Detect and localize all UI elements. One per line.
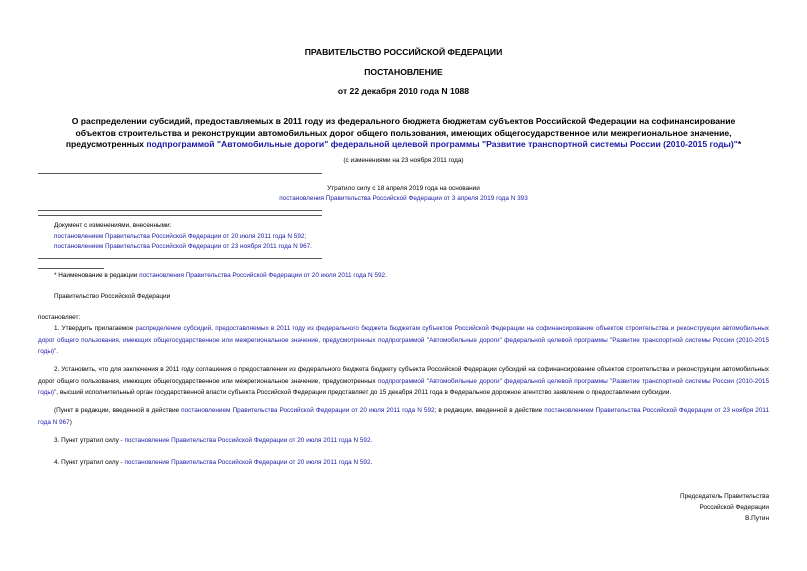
footnote <box>54 272 387 280</box>
amended-note: (с изменениями на 23 ноября 2011 года) <box>343 157 464 164</box>
title-line-1: О распределении субсидий, предоставляемых в 2011 году из федерального бюджета бюджетам субъектов Российской Федерации на софинансирование <box>71 116 736 126</box>
footnote-divider <box>38 268 104 269</box>
paragraph-2-note <box>38 405 769 428</box>
divider <box>38 210 322 211</box>
p2-note-link-2[interactable]: постановлением Правительства Российской Федерации от 23 ноября 2011 года N 967 <box>38 407 770 426</box>
lost-force-link[interactable]: постановления Правительства Российской Федерации от 3 апреля 2019 года N 393 <box>279 195 528 202</box>
paragraph-2 <box>38 364 769 399</box>
signature-title: Председатель Правительства <box>680 493 769 500</box>
header-doc-type: ПОСТАНОВЛЕНИЕ <box>364 67 443 77</box>
p3-period: . <box>370 437 373 444</box>
p2-note-close: ) <box>69 418 72 426</box>
p4-link[interactable]: постановление Правительства Российской Федерации от 20 июля 2011 года N 592 <box>124 459 371 466</box>
p1-text: 1. Утвердить прилагаемое <box>54 325 136 332</box>
p1-period: . <box>56 348 59 355</box>
decrees: постановляет: <box>38 314 81 321</box>
footnote-link[interactable]: постановления Правительства Российской Федерации от 20 июля 2011 года N 592 <box>139 272 386 279</box>
signature-name: В.Путин <box>745 515 769 522</box>
changes-item-2[interactable]: постановлением Правительства Российской Федерации от 23 ноября 2011 года N 967. <box>54 243 312 250</box>
divider <box>38 173 322 174</box>
government: Правительство Российской Федерации <box>54 293 171 300</box>
title-asterisk: * <box>737 139 742 149</box>
p2-note-link-1[interactable]: постановлением Правительства Российской Федерации от 20 июля 2011 года N 592 <box>181 407 435 414</box>
p3-link[interactable]: постановление Правительства Российской Федерации от 20 июля 2011 года N 592 <box>124 437 371 444</box>
lost-force-text: Утратило силу с 18 апреля 2019 года на основании <box>327 185 480 192</box>
header-org: ПРАВИТЕЛЬСТВО РОССИЙСКОЙ ФЕДЕРАЦИИ <box>304 47 503 57</box>
signature-block <box>680 491 769 524</box>
paragraph-4 <box>54 459 372 467</box>
p4-period: . <box>370 459 373 466</box>
title-line-3 <box>30 139 777 151</box>
divider <box>38 215 322 216</box>
changes-intro: Документ с изменениями, внесенными: <box>54 222 172 229</box>
changes-item-1[interactable]: постановлением Правительства Российской Федерации от 20 июля 2011 года N 592; <box>54 233 307 240</box>
p2-text: 2. Установить, что для заключения в 2011 году соглашения о предоставлении из федерального бюджета бюджету субъекта Российской Федерации субсидий на софинансирование объектов строительства и реконструкции автомобильных дорог общего пользования, имеющих общегосударственное или межрегиональное значение, предусмотренных <box>38 366 769 385</box>
title-text: предусмотренных <box>65 139 147 149</box>
divider <box>38 258 322 259</box>
p2-text-end: , высший исполнительный орган государственной власти субъекта Российской Федерации представляет до 15 декабря 2011 года в Федеральное дорожное агентство заявление о предоставлении субсидии. <box>56 389 672 396</box>
p4-text: 4. Пункт утратил силу - <box>54 459 125 466</box>
paragraph-3 <box>54 437 372 445</box>
header-date: от 22 декабря 2010 года N 1088 <box>337 86 470 96</box>
footnote-period: . <box>385 272 387 279</box>
p3-text: 3. Пункт утратил силу - <box>54 437 125 444</box>
footnote-text: * Наименование в редакции <box>54 272 140 279</box>
title-line-2: объектов строительства и реконструкции автомобильных дорог общего пользования, имеющих общегосударственное или межрегиональное значение, <box>75 127 732 138</box>
p2-note-text: (Пункт в редакции, введенной в действие <box>54 407 182 414</box>
p2-note-mid: ; в редакции, введенной в действие <box>434 407 545 414</box>
signature-country: Российской Федерации <box>699 504 769 511</box>
p1-link[interactable]: распределение субсидий, предоставляемых в 2011 году из федерального бюджета бюджетам субъектов Российской Федерации на софинансирование объектов строительства и реконструкции автомобильных дорог общего пользования, имеющих общегосударственное или межрегиональное значение, предусмотренных подпрограммой "Автомобильные дороги" федеральной целевой программы "Развитие транспортной системы России (2010-2015 годы)" <box>38 325 769 355</box>
p2-link[interactable]: подпрограммой "Автомобильные дороги" федеральной целевой программы "Развитие транспортной системы России (2010-2015 годы)" <box>38 377 769 396</box>
document-title <box>30 116 777 151</box>
paragraph-1 <box>38 323 769 358</box>
subprogram-link[interactable]: подпрограммой "Автомобильные дороги" федеральной целевой программы "Развитие транспортной системы России (2010-2015 годы)" <box>146 139 738 149</box>
